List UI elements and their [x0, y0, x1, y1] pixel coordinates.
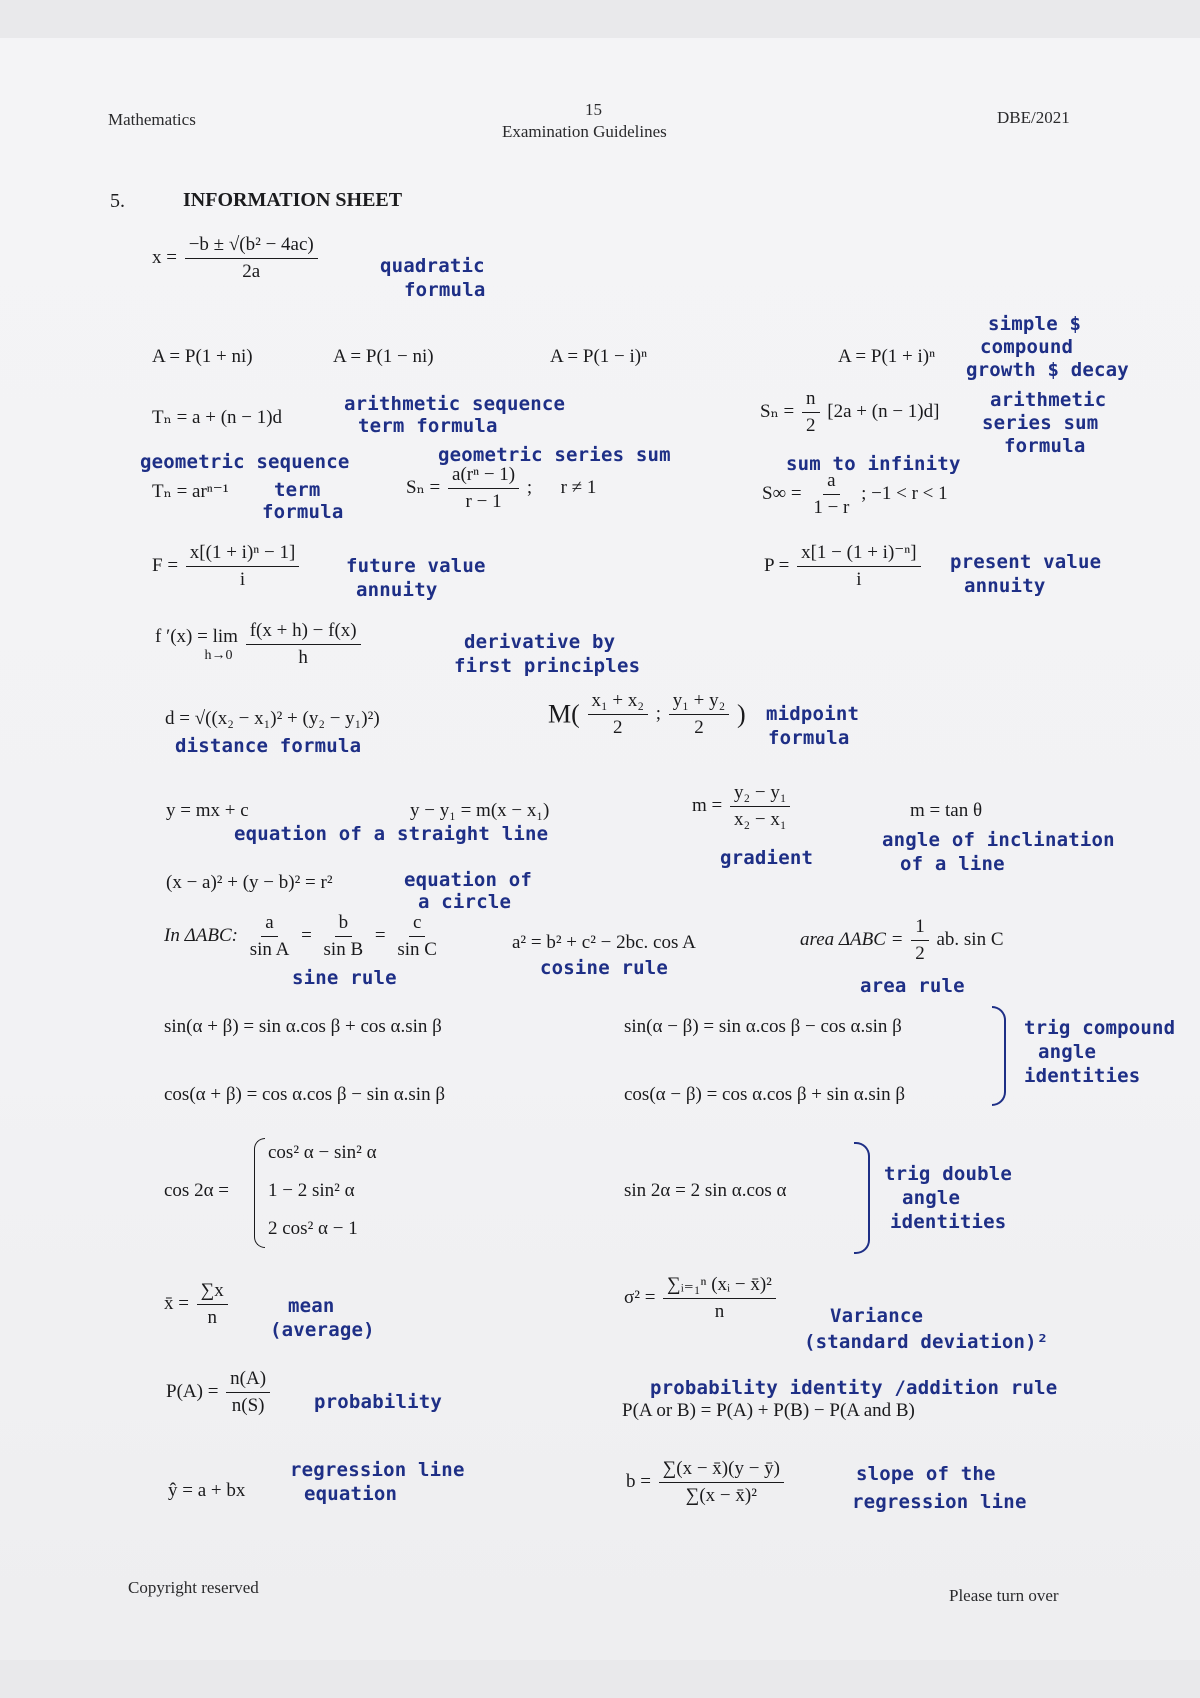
area-rule-formula: area ΔABC = $\frac{1}{2}$ ab. sin C: [800, 916, 1004, 964]
probability-formula: P(A) = $\frac{n(A)}{n(S)}$: [166, 1368, 273, 1417]
note-variance-2: (standard deviation)²: [804, 1331, 1049, 1353]
note-deriv-2: first principles: [454, 655, 641, 677]
sum-to-infinity-formula: S∞ = $\frac{a}{1 - r}$ ; −1 < r < 1: [762, 470, 948, 518]
double-brace-icon: [854, 1142, 870, 1254]
regression-line-formula: ŷ = a + bx: [168, 1480, 246, 1501]
note-midpoint-2: formula: [768, 727, 850, 749]
note-double-3: identities: [890, 1211, 1007, 1233]
note-deriv-1: derivative by: [464, 631, 616, 653]
note-arith-sum-1: arithmetic: [990, 389, 1107, 411]
note-gradient: gradient: [720, 847, 814, 869]
section-number: 5.: [110, 190, 125, 212]
note-distance: distance formula: [175, 735, 362, 757]
note-geo-term-1: geometric sequence: [140, 451, 350, 473]
note-compound-3: identities: [1024, 1065, 1141, 1087]
geometric-sum-formula: Sₙ = $\frac{\text{a(rⁿ − 1)}}{r - 1}$ ; r ≠ 1: [406, 464, 597, 512]
page-number: 15: [585, 100, 602, 119]
note-growth-1: simple $: [988, 313, 1082, 335]
midpoint-formula: M( $\frac{\text{x₁ + x₂}}{2}$ ; $\frac{\text{y₁ + y₂}}{2}$ ): [548, 690, 746, 738]
footer-copyright: Copyright reserved: [128, 1578, 259, 1597]
note-double-1: trig double: [884, 1163, 1013, 1185]
note-compound-2: angle: [1038, 1041, 1097, 1063]
note-circle-1: equation of: [404, 869, 533, 891]
cos-double-form-3: 2 cos² α − 1: [268, 1218, 358, 1239]
note-double-2: angle: [902, 1187, 961, 1209]
note-arith-sum-2: series sum: [982, 412, 1099, 434]
inclination-formula: m = tan θ: [910, 800, 983, 821]
arithmetic-term-formula: Tₙ = a + (n − 1)d: [152, 407, 283, 428]
compound-depreciation-formula: A = P(1 − i)ⁿ: [550, 346, 648, 367]
distance-formula: d = √((x₂ − x₁)² + (y₂ − y₁)²): [165, 708, 380, 729]
note-pv-1: present value: [950, 551, 1102, 573]
note-geo-sum: geometric series sum: [438, 444, 671, 466]
exam-page: [0, 38, 1200, 1660]
cos-double-brace-icon: [254, 1138, 265, 1248]
note-slope-2: regression line: [852, 1491, 1027, 1513]
mean-formula: x̄ = $\frac{\sum x}{n}$: [164, 1280, 231, 1329]
note-inclination-2: of a line: [900, 853, 1005, 875]
addition-rule-formula: P(A or B) = P(A) + P(B) − P(A and B): [622, 1400, 915, 1421]
note-slope-1: slope of the: [856, 1463, 996, 1485]
sine-rule-formula: In ΔABC: $\frac{a}{\text{sin A}}$ = $\frac{b}{\text{sin B}}$ = $\frac{c}{\text{sin C}}$: [164, 912, 437, 960]
derivative-formula: f ′(x) = lim h→0 $\frac{f(x + h) - f(x)}{h}$: [155, 620, 364, 669]
subject-label: Mathematics: [108, 110, 196, 129]
point-slope-formula: y − y₁ = m(x − x₁): [410, 800, 550, 821]
note-quadratic-1: quadratic: [380, 255, 485, 277]
sin-difference-identity: sin(α − β) = sin α.cos β − cos α.sin β: [624, 1016, 902, 1037]
cos-double-lhs: cos 2α =: [164, 1180, 229, 1201]
note-arith-sum-3: formula: [1004, 435, 1086, 457]
note-circle-2: a circle: [418, 891, 512, 913]
sin-sum-identity: sin(α + β) = sin α.cos β + cos α.sin β: [164, 1016, 442, 1037]
footer-turn-over: Please turn over: [949, 1586, 1059, 1605]
note-mean-2: (average): [270, 1319, 375, 1341]
note-regression-2: equation: [304, 1483, 398, 1505]
future-value-formula: F = $\frac{\text{x[(1 + i)ⁿ − 1]}}{i}$: [152, 542, 302, 591]
note-variance-1: Variance: [830, 1305, 924, 1327]
arithmetic-sum-formula: Sₙ = $\frac{n}{2}$ [2a + (n − 1)d]: [760, 388, 940, 436]
note-growth-2: compound: [980, 336, 1074, 358]
compound-brace-icon: [992, 1006, 1006, 1106]
note-probability-identity: probability identity /addition rule: [650, 1377, 1058, 1399]
cos-double-form-2: 1 − 2 sin² α: [268, 1180, 355, 1201]
simple-interest-formula: A = P(1 + ni): [152, 346, 253, 367]
cosine-rule-formula: a² = b² + c² − 2bc. cos A: [512, 932, 696, 953]
page-subtitle: Examination Guidelines: [502, 122, 667, 141]
note-compound-1: trig compound: [1024, 1017, 1176, 1039]
note-growth-3: growth $ decay: [966, 359, 1129, 381]
document-code: DBE/2021: [997, 108, 1070, 127]
cos-double-form-1: cos² α − sin² α: [268, 1142, 377, 1163]
present-value-formula: P = $\frac{\text{x[1 − (1 + i)⁻ⁿ]}}{i}$: [764, 542, 924, 591]
section-title: INFORMATION SHEET: [183, 189, 403, 211]
note-arith-term-2: term formula: [358, 415, 498, 437]
slope-intercept-formula: y = mx + c: [166, 800, 249, 821]
compound-interest-formula: A = P(1 + i)ⁿ: [838, 346, 936, 367]
note-probability: probability: [314, 1391, 443, 1413]
note-fv-2: annuity: [356, 579, 438, 601]
gradient-formula: m = $\frac{\text{y₂ − y₁}}{\text{x₂ − x₁}}$: [692, 782, 793, 831]
note-cosine-rule: cosine rule: [540, 957, 669, 979]
note-pv-2: annuity: [964, 575, 1046, 597]
sin-double-identity: sin 2α = 2 sin α.cos α: [624, 1180, 787, 1201]
note-sum-infinity: sum to infinity: [786, 453, 961, 475]
quadratic-formula: x = $\frac{\text{−b ± √(b² − 4ac)}}{2a}$: [152, 234, 321, 283]
note-mean-1: mean: [288, 1295, 335, 1317]
variance-formula: σ² = $\frac{\text{∑ᵢ₌₁ⁿ (xᵢ − x̄)²}}{n}$: [624, 1274, 779, 1323]
note-fv-1: future value: [346, 555, 486, 577]
note-regression-1: regression line: [290, 1459, 465, 1481]
note-arith-term-1: arithmetic sequence: [344, 393, 566, 415]
cos-difference-identity: cos(α − β) = cos α.cos β + sin α.sin β: [624, 1084, 905, 1105]
geometric-term-formula: Tₙ = arⁿ⁻¹: [152, 481, 229, 502]
note-area-rule: area rule: [860, 975, 965, 997]
note-geo-term-2: term: [274, 479, 321, 501]
note-sine-rule: sine rule: [292, 967, 397, 989]
note-midpoint-1: midpoint: [766, 703, 860, 725]
note-quadratic-2: formula: [404, 279, 486, 301]
regression-slope-formula: b = $\frac{\sum(x - x̄)(y - ȳ)}{\text{∑(x − x̄)²}}$: [626, 1458, 787, 1507]
cos-sum-identity: cos(α + β) = cos α.cos β − sin α.sin β: [164, 1084, 445, 1105]
note-inclination-1: angle of inclination: [882, 829, 1115, 851]
note-geo-term-3: formula: [262, 501, 344, 523]
simple-depreciation-formula: A = P(1 − ni): [333, 346, 434, 367]
circle-formula: (x − a)² + (y − b)² = r²: [166, 872, 333, 893]
note-straight-line: equation of a straight line: [234, 823, 549, 845]
